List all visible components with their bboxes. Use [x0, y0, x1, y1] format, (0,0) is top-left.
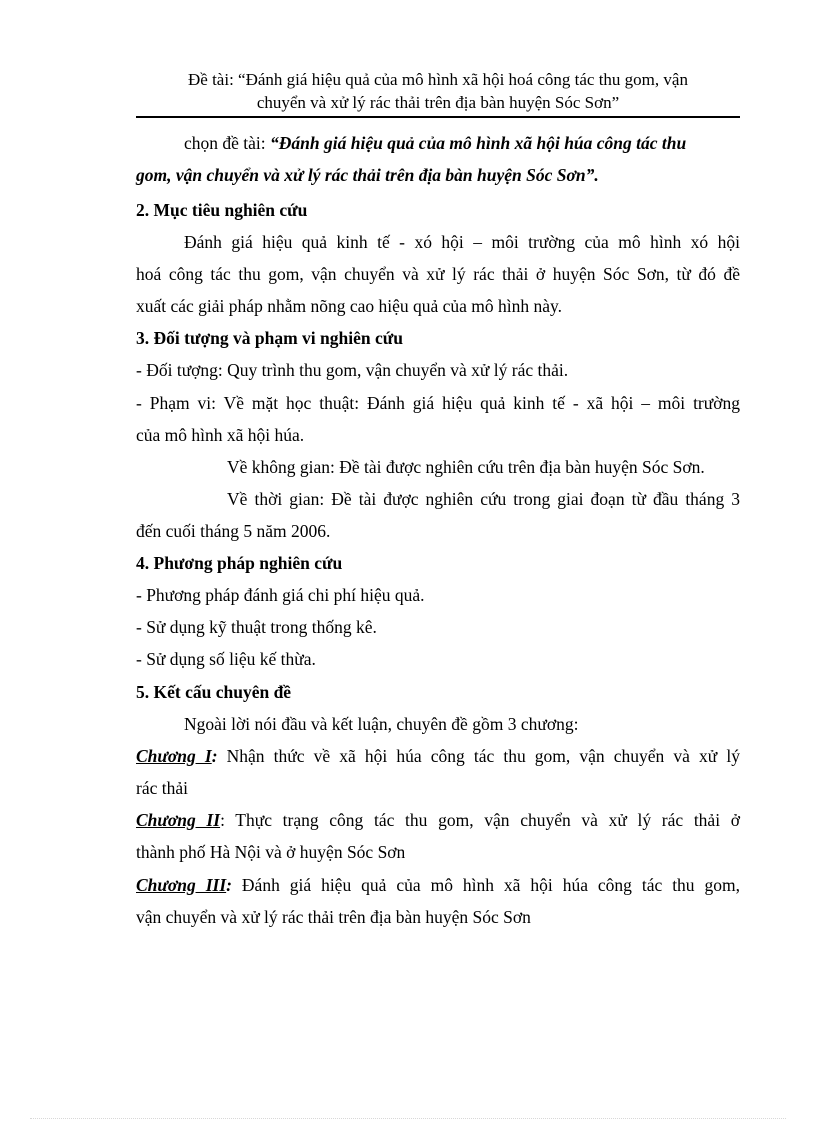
chapter-2-separator: : [220, 810, 225, 830]
section-2-paragraph-line-2: hoá công tác thu gom, vận chuyển và xử lý rác thải ở huyện Sóc Sơn, từ đó đề [136, 264, 740, 284]
chapter-1-label: Chương I [136, 746, 212, 766]
section-4-item-3: - Sử dụng số liệu kế thừa. [136, 649, 316, 669]
chapter-2-label: Chương II [136, 810, 221, 830]
chapter-3-separator: : [226, 875, 232, 895]
chapter-3-text: Đánh giá hiệu quả của mô hình xã hội húa công tác thu gom, [231, 875, 740, 895]
chapter-1-separator: : [211, 746, 218, 766]
header-title-line-1: Đề tài: “Đánh giá hiệu quả của mô hình xã hội hoá công tác thu gom, vận [188, 70, 688, 89]
section-3-heading: 3. Đối tượng và phạm vi nghiên cứu [136, 328, 403, 348]
chapter-1-line-1 [136, 744, 740, 768]
intro-title-part-1: “Đánh giá hiệu quả của mô hình xã hội húa công tác thu [270, 133, 687, 153]
section-3-time-line-1: Về thời gian: Đề tài được nghiên cứu trong giai đoạn từ đầu tháng 3 [227, 489, 740, 509]
section-5-intro: Ngoài lời nói đầu và kết luận, chuyên đề gồm 3 chương: [184, 714, 579, 734]
intro-title-part-2: gom, vận chuyển và xử lý rác thải trên địa bàn huyện Sóc Sơn”. [136, 165, 599, 185]
section-3-scope-line-1: - Phạm vi: Về mặt học thuật: Đánh giá hiệu quả kinh tế - xã hội – môi trường [136, 393, 740, 413]
chapter-2-text: Thực trạng công tác thu gom, vận chuyển và xử lý rác thải ở [224, 810, 740, 830]
chapter-1-line-2: rác thải [136, 778, 188, 798]
intro-line-1 [184, 131, 740, 155]
section-3-object: - Đối tượng: Quy trình thu gom, vận chuyển và xử lý rác thải. [136, 360, 569, 380]
chapter-3-line-2: vận chuyển và xử lý rác thải trên địa bàn huyện Sóc Sơn [136, 907, 531, 927]
header-title-line-2: chuyển và xử lý rác thải trên địa bàn huyện Sóc Sơn” [256, 93, 620, 112]
section-3-time-line-2: đến cuối tháng 5 năm 2006. [136, 521, 331, 541]
chapter-3-label: Chương III [136, 875, 227, 895]
section-4-heading: 4. Phương pháp nghiên cứu [136, 553, 343, 573]
section-4-item-1: - Phương pháp đánh giá chi phí hiệu quả. [136, 585, 425, 605]
section-5-heading: 5. Kết cấu chuyên đề [136, 682, 292, 702]
intro-prefix: chọn đề tài: [184, 133, 271, 153]
section-4-item-2: - Sử dụng kỹ thuật trong thống kê. [136, 617, 377, 637]
page-bottom-border [30, 1118, 786, 1119]
section-3-space: Về không gian: Đề tài được nghiên cứu trên địa bàn huyện Sóc Sơn. [227, 457, 705, 477]
chapter-2-line-2: thành phố Hà Nội và ở huyện Sóc Sơn [136, 842, 406, 862]
chapter-1-text: Nhận thức về xã hội húa công tác thu gom, vận chuyển và xử lý [217, 746, 740, 766]
chapter-2-line-1 [136, 808, 740, 832]
section-2-heading: 2. Mục tiêu nghiên cứu [136, 200, 308, 220]
chapter-3-line-1 [136, 873, 740, 897]
header-divider [136, 116, 740, 118]
section-2-paragraph-line-3: xuất các giải pháp nhằm nõng cao hiệu quả của mô hình này. [136, 296, 563, 316]
page-header [136, 68, 740, 114]
section-3-scope-line-2: của mô hình xã hội húa. [136, 425, 305, 445]
section-2-paragraph-line-1: Đánh giá hiệu quả kinh tế - xó hội – môi trường của mô hình xó hội [184, 232, 740, 252]
